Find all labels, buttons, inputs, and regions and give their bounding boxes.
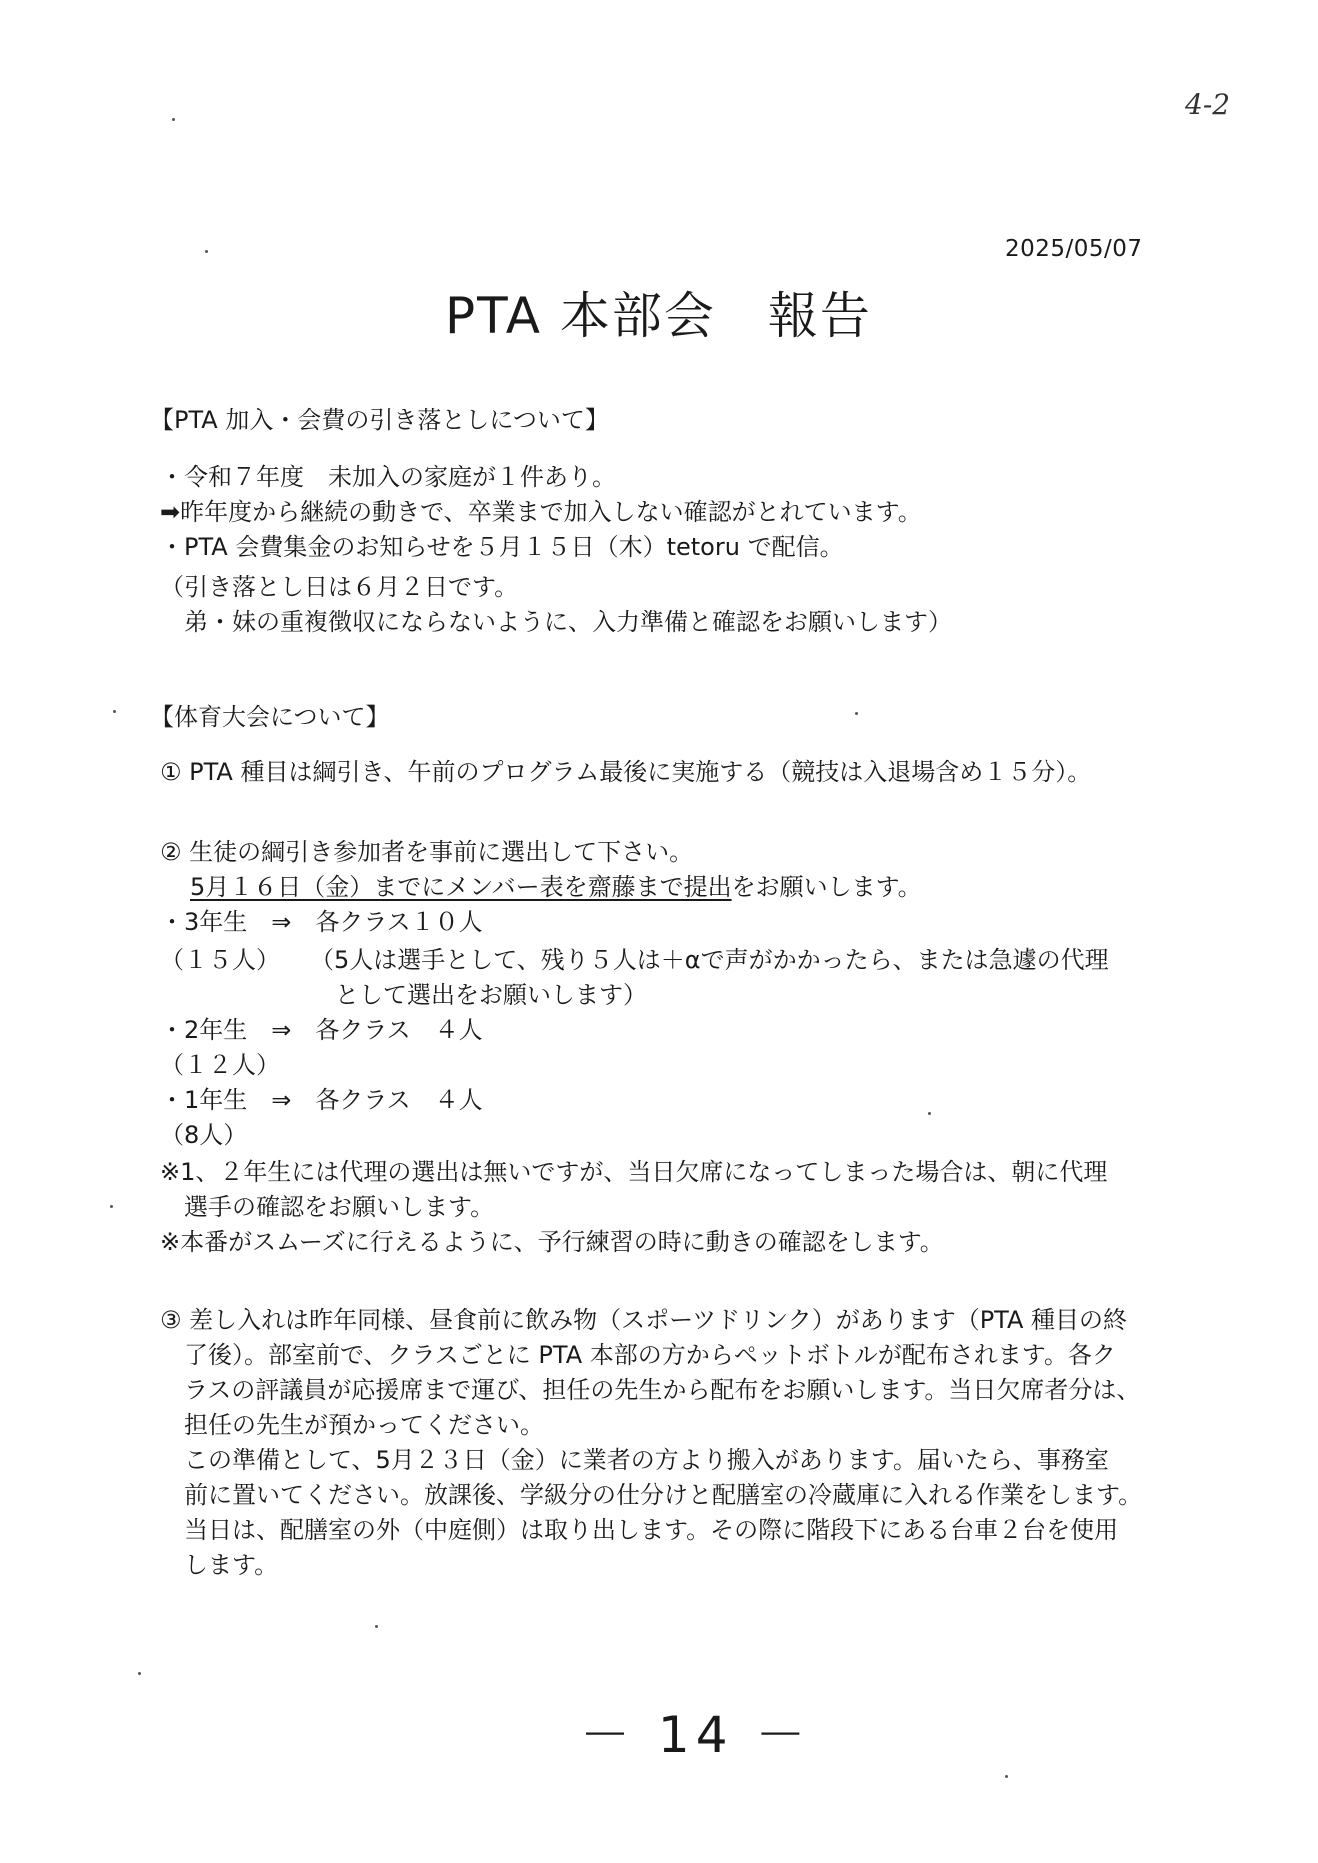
grade-total: （１２人） bbox=[160, 1051, 280, 1079]
note-line: ※1、２年生には代理の選出は無いですが、当日欠席になってしまった場合は、朝に代理 bbox=[160, 1158, 1108, 1186]
grade-note: （5人は選手として、残り５人は＋αで声がかかったら、または急遽の代理 bbox=[310, 946, 1109, 974]
scan-speck bbox=[138, 1672, 141, 1675]
scan-speck bbox=[113, 710, 116, 713]
list-item: ① PTA 種目は綱引き、午前のプログラム最後に実施する（競技は入退場含め１５分）。 bbox=[160, 758, 1092, 786]
page-number: － 14 － bbox=[580, 1706, 812, 1764]
deadline-underlined: 5月１６日（金）までにメンバー表を齋藤まで提出 bbox=[190, 873, 732, 901]
scan-speck bbox=[375, 1625, 378, 1628]
scan-speck bbox=[928, 1112, 931, 1115]
deadline-rest: をお願いします。 bbox=[731, 873, 922, 901]
paragraph-line: します。 bbox=[160, 1551, 279, 1579]
scan-speck bbox=[110, 1205, 113, 1208]
body-line: 弟・妹の重複徴収にならないように、入力準備と確認をお願いします） bbox=[160, 608, 952, 636]
body-line: ・令和７年度 未加入の家庭が１件あり。 bbox=[160, 463, 616, 491]
paragraph-line: この準備として、5月２３日（金）に業者の方より搬入があります。届いたら、事務室 bbox=[160, 1446, 1109, 1474]
scan-speck bbox=[172, 118, 175, 121]
paragraph-line: ③ 差し入れは昨年同様、昼食前に飲み物（スポーツドリンク）があります（PTA 種目の終 bbox=[160, 1306, 1128, 1334]
grade-line: ・2年生 ⇒ 各クラス ４人 bbox=[160, 1016, 483, 1044]
section-heading-sports-day: 【体育大会について】 bbox=[150, 703, 390, 731]
section-heading-pta-fees: 【PTA 加入・会費の引き落としについて】 bbox=[150, 406, 609, 434]
paragraph-line: 担任の先生が預かってください。 bbox=[160, 1411, 544, 1439]
note-line: ※本番がスムーズに行えるように、予行練習の時に動きの確認をします。 bbox=[160, 1228, 944, 1256]
paragraph-line: 了後）。部室前で、クラスごとに PTA 本部の方からペットボトルが配布されます。各ク bbox=[160, 1341, 1116, 1369]
handwritten-note: 4-2 bbox=[1185, 88, 1231, 121]
scan-speck bbox=[855, 712, 858, 715]
paragraph-line: ラスの評議員が応援席まで運び、担任の先生から配布をお願いします。当日欠席者分は、 bbox=[160, 1376, 1141, 1404]
grade-line: ・1年生 ⇒ 各クラス ４人 bbox=[160, 1086, 483, 1114]
body-line: （引き落とし日は６月２日です。 bbox=[160, 573, 519, 601]
scan-speck bbox=[205, 250, 208, 253]
scan-speck bbox=[1005, 1775, 1008, 1778]
grade-note: として選出をお願いします） bbox=[335, 981, 647, 1009]
paragraph-line: 前に置いてください。放課後、学級分の仕分けと配膳室の冷蔵庫に入れる作業をします。 bbox=[160, 1481, 1143, 1509]
grade-line: ・3年生 ⇒ 各クラス１０人 bbox=[160, 908, 483, 936]
grade-total: （１５人） bbox=[160, 946, 280, 974]
body-line: ・PTA 会費集金のお知らせを５月１５日（木）tetoru で配信。 bbox=[160, 533, 844, 561]
list-item: ② 生徒の綱引き参加者を事前に選出して下さい。 bbox=[160, 838, 694, 866]
document-date: 2025/05/07 bbox=[1005, 236, 1143, 262]
grade-total: （8人） bbox=[160, 1121, 248, 1149]
note-line: 選手の確認をお願いします。 bbox=[160, 1193, 495, 1221]
paragraph-line: 当日は、配膳室の外（中庭側）は取り出します。その際に階段下にある台車２台を使用 bbox=[160, 1516, 1119, 1544]
deadline-line bbox=[190, 872, 922, 902]
body-line: ➡昨年度から継続の動きで、卒業まで加入しない確認がとれています。 bbox=[160, 498, 922, 526]
document-title: PTA 本部会 報告 bbox=[445, 287, 872, 345]
